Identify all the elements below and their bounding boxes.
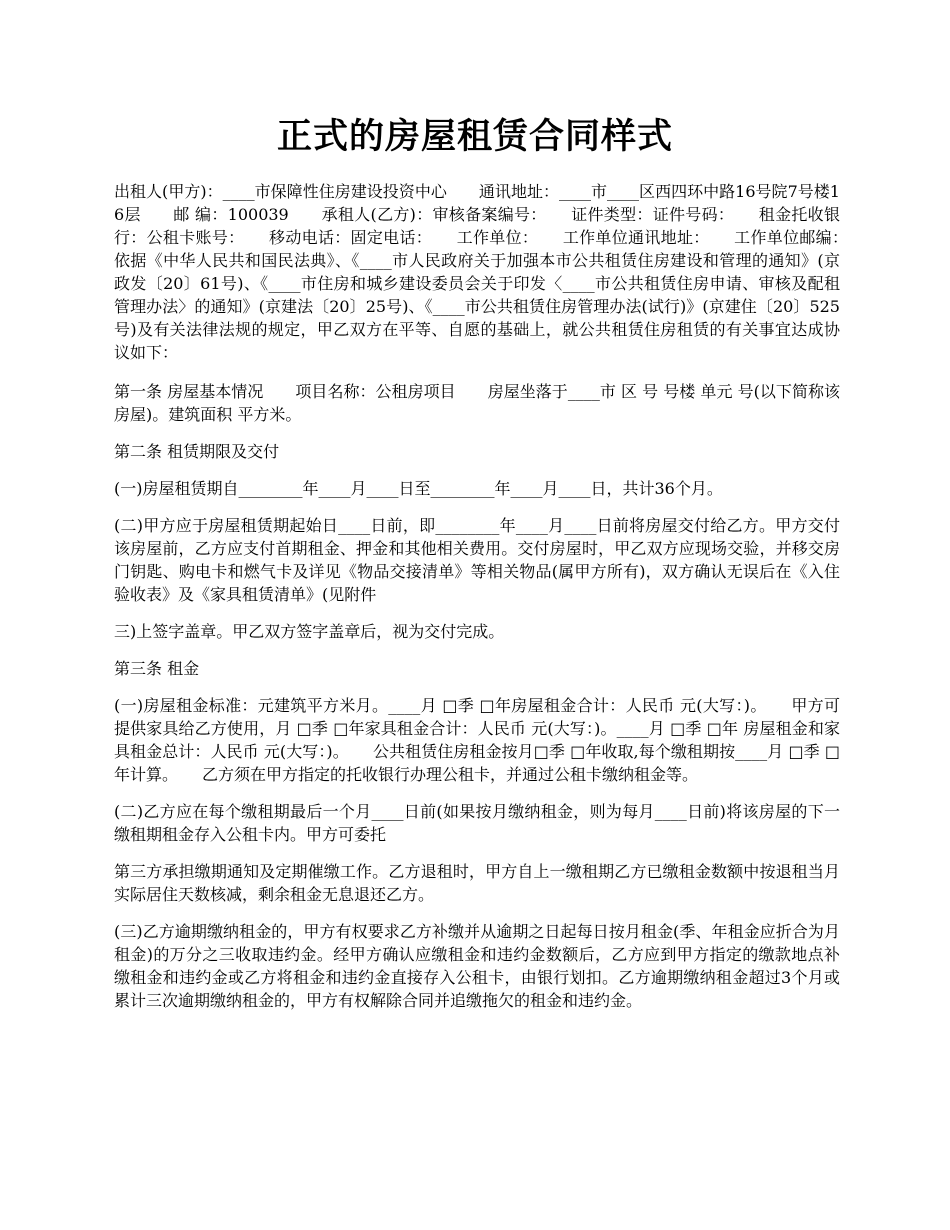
paragraph-article-3-item-3: (三)乙方逾期缴纳租金的，甲方有权要求乙方补缴并从逾期之日起每日按月租金(季、年租金应折合为月租金)的万分之三收取违约金。经甲方确认应缴租金和违约金数额后，乙方应到甲方指定的缴款地点补缴租金和违约金或乙方将租金和违约金直接存入公租卡，由银行划扣。乙方逾期缴纳租金超过3个月或累计三次逾期缴纳租金的，甲方有权解除合同并追缴拖欠的租金和违约金。 xyxy=(114,922,840,1010)
paragraph-article-1: 第一条 房屋基本情况 项目名称：公租房项目 房屋坐落于____市 区 号 号楼 单元 号(以下简称该房屋)。建筑面积 平方米。 xyxy=(114,382,840,424)
paragraph-article-3-item-1: (一)房屋租金标准：元建筑平方米月。____月 □季 □年房屋租金合计：人民币 元(大写：)。 甲方可提供家具给乙方使用，月 □季 □年家具租金合计：人民币 元(大写：)。____月 □季 □年 房屋租金和家具租金总计：人民币 元(大写：)。 公共租赁住房租金按月□季 □年收取,每个缴租期按____月 □季 □年计算。 乙方须在甲方指定的托收银行办理公租卡，并通过公租卡缴纳租金等。 xyxy=(114,696,840,784)
paragraph-article-2-item-2: (二)甲方应于房屋租赁期起始日____日前，即________年____月____日前将房屋交付给乙方。甲方交付该房屋前，乙方应支付首期租金、押金和其他相关费用。交付房屋时，甲乙双方应现场交验，并移交房门钥匙、购电卡和燃气卡及详见《物品交接清单》等相关物品(属甲方所有)，双方确认无误后在《入住验收表》及《家具租赁清单》(见附件 xyxy=(114,516,840,604)
paragraph-article-3-item-2-cont: 第三方承担缴期通知及定期催缴工作。乙方退租时，甲方自上一缴租期乙方已缴租金数额中按退租当月实际居住天数核减，剩余租金无息退还乙方。 xyxy=(114,862,840,904)
paragraph-article-3-heading: 第三条 租金 xyxy=(114,659,200,678)
paragraph-article-2-heading: 第二条 租赁期限及交付 xyxy=(114,442,280,461)
page-title: 正式的房屋租赁合同样式 xyxy=(276,117,673,157)
paragraph-parties: 出租人(甲方)：____市保障性住房建设投资中心 通讯地址：____市____区西四环中路16号院7号楼16层 邮 编：100039 承租人(乙方)：审核备案编号： 证件类型：证件号码： 租金托收银行：公租卡账号： 移动电话：固定电话： 工作单位： 工作单位通讯地址： 工作单位邮编： 依据《中华人民共和国民法典》、《____市人民政府关于加强本市公共租赁住房建设和管理的通知》(京政发〔20〕61号)、《____市住房和城乡建设委员会关于印发〈____市公共租赁住房申请、审核及配租管理办法〉的通知》(京建法〔20〕25号)、《____市公共租赁住房管理办法(试行)》(京建住〔20〕525号)及有关法律法规的规定，甲乙双方在平等、自愿的基础上，就公共租赁住房租赁的有关事宜达成协议如下： xyxy=(114,182,873,362)
paragraph-article-3-item-2: (二)乙方应在每个缴租期最后一个月____日前(如果按月缴纳租金，则为每月____日前)将该房屋的下一缴租期租金存入公租卡内。甲方可委托 xyxy=(114,802,840,844)
document-body xyxy=(114,180,873,1026)
paragraph-article-2-item-2-cont: 三)上签字盖章。甲乙双方签字盖章后，视为交付完成。 xyxy=(114,622,505,641)
paragraph-article-2-item-1: (一)房屋租赁期自________年____月____日至________年____月____日，共计36个月。 xyxy=(114,479,723,498)
